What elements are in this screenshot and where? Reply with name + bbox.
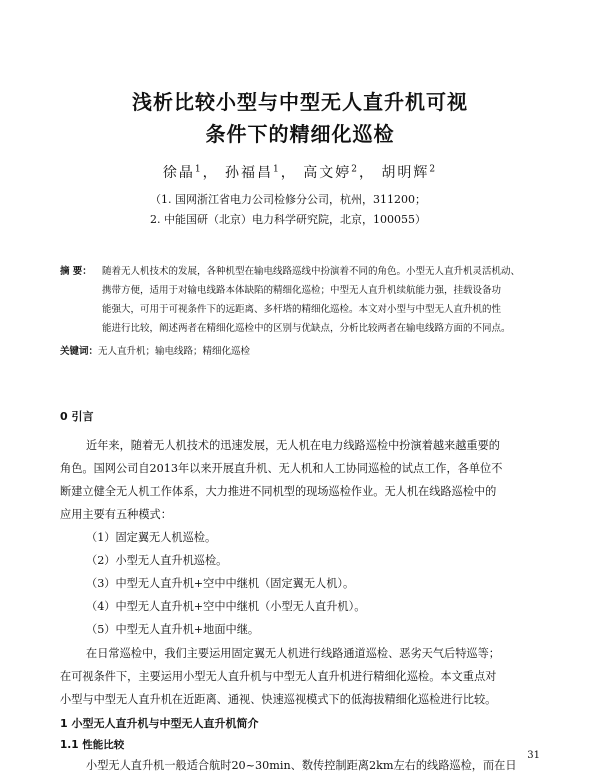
page-number: 31 — [527, 750, 540, 761]
abstract-line: 携带方便，适用于对输电线路本体缺陷的精细化巡检；中型无人直升机续航能力强，挂载设备功 — [102, 285, 502, 296]
author-affiliation-mark: 1 — [273, 164, 281, 175]
author-affiliation-mark: 2 — [351, 164, 359, 175]
intro-line: 应用主要有五种模式： — [60, 508, 172, 521]
mode-item: （4）中型无人直升机+空中中继机（小型无人直升机）。 — [86, 600, 366, 613]
section-heading-0: 0 引言 — [60, 410, 94, 423]
body-line: 小型无人直升机一般适合航时20~30min、数传控制距离2km左右的线路巡检，而在日 — [86, 759, 517, 772]
abstract — [60, 262, 552, 338]
section-heading-1: 1 小型无人直升机与中型无人直升机简介 — [60, 717, 259, 730]
abstract-label: 摘 要： — [60, 266, 92, 277]
abstract-line: 能强大，可用于可视条件下的远距离、多杆塔的精细化巡检。本文对小型与中型无人直升机的性 — [102, 304, 502, 315]
intro-line: 近年来，随着无人机技术的迅速发展，无人机在电力线路巡检中扮演着越来越重要的 — [86, 439, 500, 452]
keywords-text: 无人直升机；输电线路；精细化巡检 — [98, 346, 251, 357]
keywords — [60, 343, 250, 357]
affiliation-2: 2. 中能国研（北京）电力科学研究院，北京，100055） — [150, 213, 426, 226]
author-name: 胡明辉 — [381, 165, 430, 181]
mode-item: （5）中型无人直升机+地面中继。 — [86, 623, 260, 636]
affiliation-1: （1. 国网浙江省电力公司检修分公司，杭州，311200； — [150, 193, 426, 206]
author-name: 孙福昌 — [225, 165, 274, 181]
author-affiliation-mark: 1 — [194, 164, 203, 175]
section-heading-1-1: 1.1 性能比较 — [60, 739, 125, 751]
mode-item: （2）小型无人直升机巡检。 — [86, 554, 228, 567]
body-line: 小型与中型无人直升机在近距离、通视、快速巡视模式下的低海拔精细化巡检进行比较。 — [60, 693, 497, 706]
intro-line: 断建立健全无人机工作体系，大力推进不同机型的现场巡检作业。无人机在线路巡检中的 — [60, 485, 497, 498]
keywords-label: 关键词： — [60, 346, 99, 357]
body-line: 在日常巡检中，我们主要运用固定翼无人机进行线路通道巡检、恶劣天气后特巡等； — [86, 647, 500, 660]
mode-item: （1）固定翼无人机巡检。 — [86, 531, 217, 544]
paper-title-line-2: 条件下的精细化巡检 — [205, 122, 395, 146]
author-name: 高文婷 — [303, 165, 352, 181]
author-list: 徐晶$^1$， 孙福昌$^1$， 高文婷$^2$， 胡明辉$^2$ — [162, 164, 438, 181]
abstract-line: 随着无人机技术的发展，各种机型在输电线路巡线中扮演着不同的角色。小型无人直升机灵活机动、 — [102, 266, 521, 277]
intro-line: 角色。国网公司自2013年以来开展直升机、无人机和人工协同巡检的试点工作，各单位不 — [60, 462, 503, 475]
body-line: 在可视条件下，主要运用小型无人直升机与中型无人直升机进行精细化巡检。本文重点对 — [60, 670, 497, 683]
abstract-line: 能进行比较，阐述两者在精细化巡检中的区别与优缺点，分析比较两者在输电线路方面的不同点。 — [102, 323, 511, 334]
author-name: 徐晶 — [162, 165, 195, 181]
paper-title-line-1: 浅析比较小型与中型无人直升机可视 — [132, 90, 468, 114]
mode-item: （3）中型无人直升机+空中中继机（固定翼无人机）。 — [86, 577, 355, 590]
author-affiliation-mark: 2 — [429, 164, 438, 175]
